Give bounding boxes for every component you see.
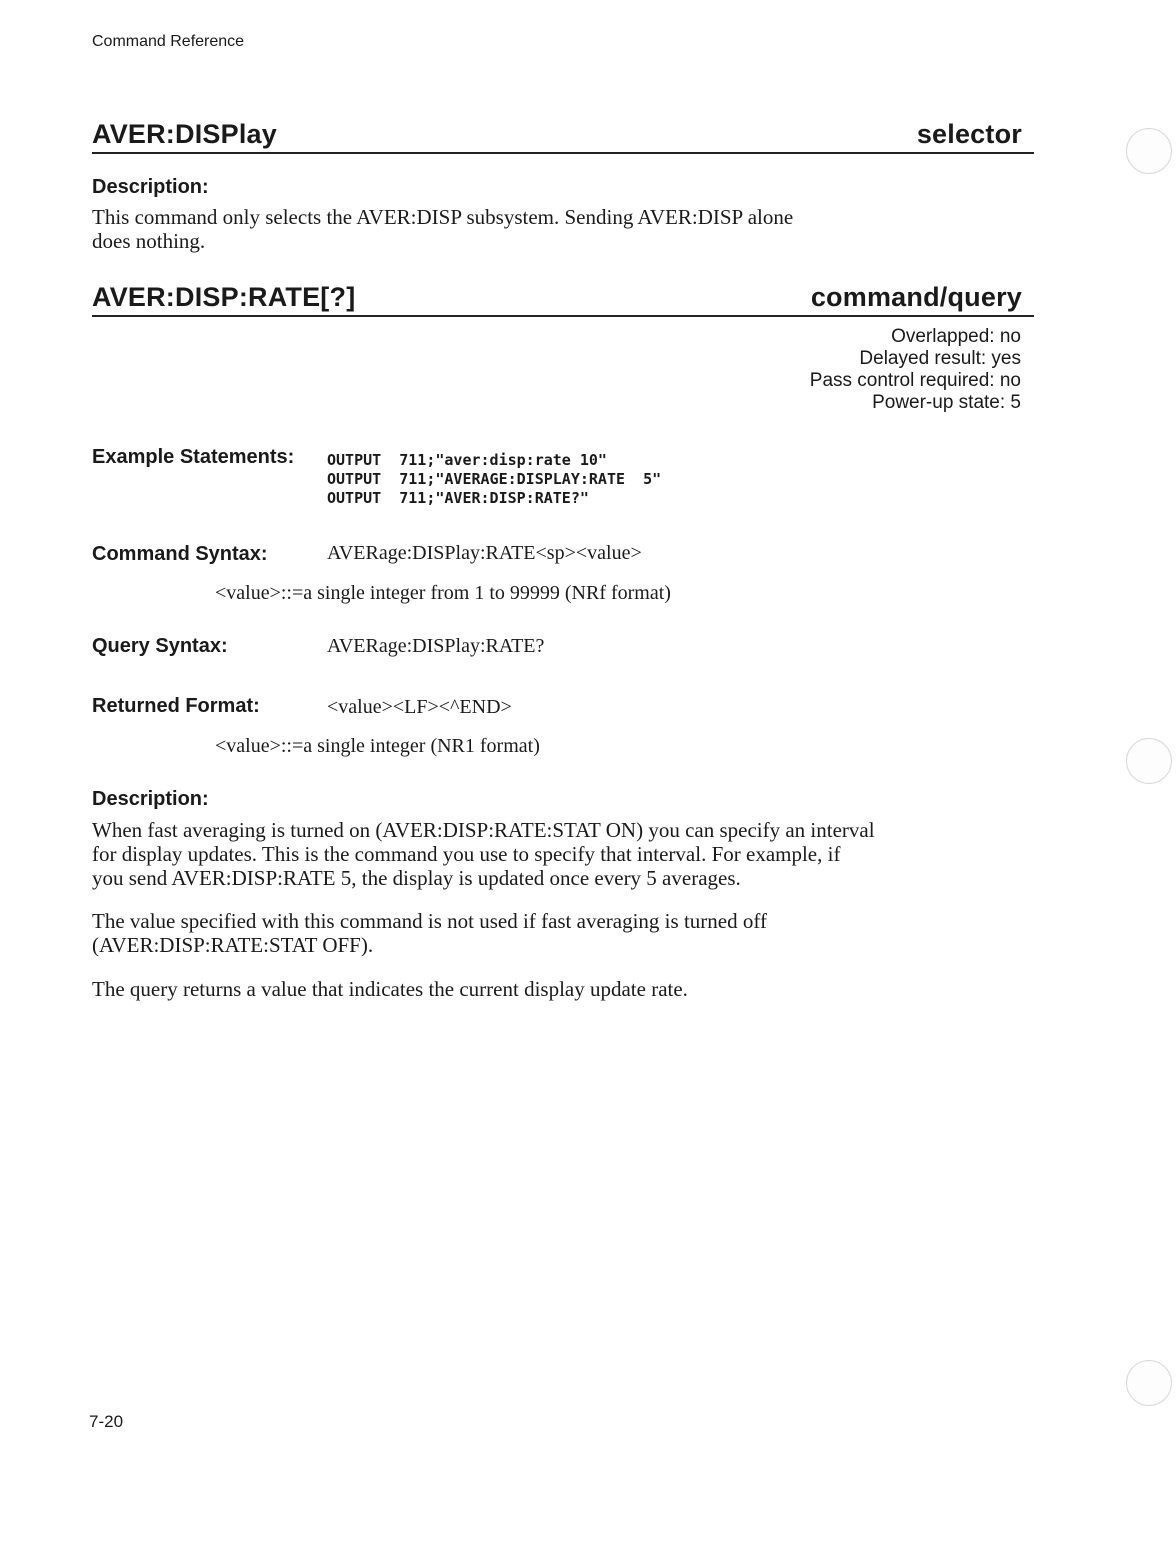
description-paragraph (92, 977, 688, 1001)
description-paragraph (92, 909, 767, 957)
returned-format-label: Returned Format: (92, 695, 260, 717)
example-statement: OUTPUT 711;"AVERAGE:DISPLAY:RATE 5" (327, 470, 662, 488)
text-line: The query returns a value that indicates the current display update rate. (92, 977, 688, 1001)
section-title: AVER:DISPlay (92, 119, 277, 149)
text-line: does nothing. (92, 229, 206, 253)
returned-format: <value><LF><^END> (327, 696, 512, 718)
description-heading: Description: (92, 176, 209, 198)
text-line: (AVER:DISP:RATE:STAT OFF). (92, 933, 374, 957)
property-power-up-state: Power-up state: 5 (872, 392, 1021, 413)
page-number: 7-20 (89, 1412, 124, 1431)
text-line: for display updates. This is the command you use to specify that interval. For example, if (92, 842, 841, 866)
example-statements-label: Example Statements: (92, 446, 295, 468)
text-line: When fast averaging is turned on (AVER:DISP:RATE:STAT ON) you can specify an interval (92, 818, 875, 842)
section-type: command/query (810, 282, 1022, 312)
punch-hole (1126, 128, 1172, 174)
description-paragraph (92, 818, 875, 890)
example-statement: OUTPUT 711;"AVER:DISP:RATE?" (327, 489, 589, 507)
description-paragraph (92, 205, 793, 253)
command-properties (810, 326, 1021, 414)
running-header: Command Reference (92, 33, 245, 50)
description-heading: Description: (92, 788, 209, 810)
property-overlapped: Overlapped: no (891, 326, 1021, 347)
text-line: This command only selects the AVER:DISP subsystem. Sending AVER:DISP alone (92, 205, 794, 229)
section-heading-aver-disp-rate (92, 281, 1034, 317)
command-syntax: AVERage:DISPlay:RATE<sp><value> (327, 542, 642, 564)
punch-hole (1126, 738, 1172, 784)
text-line: you send AVER:DISP:RATE 5, the display is updated once every 5 averages. (92, 866, 741, 890)
command-syntax-label: Command Syntax: (92, 543, 268, 565)
property-pass-control: Pass control required: no (809, 370, 1021, 391)
returned-value-definition: <value>::=a single integer (NR1 format) (215, 735, 540, 757)
command-value-definition: <value>::=a single integer from 1 to 99999 (NRf format) (215, 582, 671, 604)
example-statement: OUTPUT 711;"aver:disp:rate 10" (327, 451, 607, 469)
text-line: The value specified with this command is not used if fast averaging is turned off (92, 909, 767, 933)
query-syntax: AVERage:DISPlay:RATE? (327, 635, 545, 657)
section-type: selector (916, 119, 1022, 149)
property-delayed-result: Delayed result: yes (859, 348, 1021, 369)
punch-hole (1126, 1360, 1172, 1406)
section-title: AVER:DISP:RATE[?] (92, 282, 356, 312)
query-syntax-label: Query Syntax: (92, 635, 228, 657)
section-heading-aver-display (92, 118, 1034, 154)
